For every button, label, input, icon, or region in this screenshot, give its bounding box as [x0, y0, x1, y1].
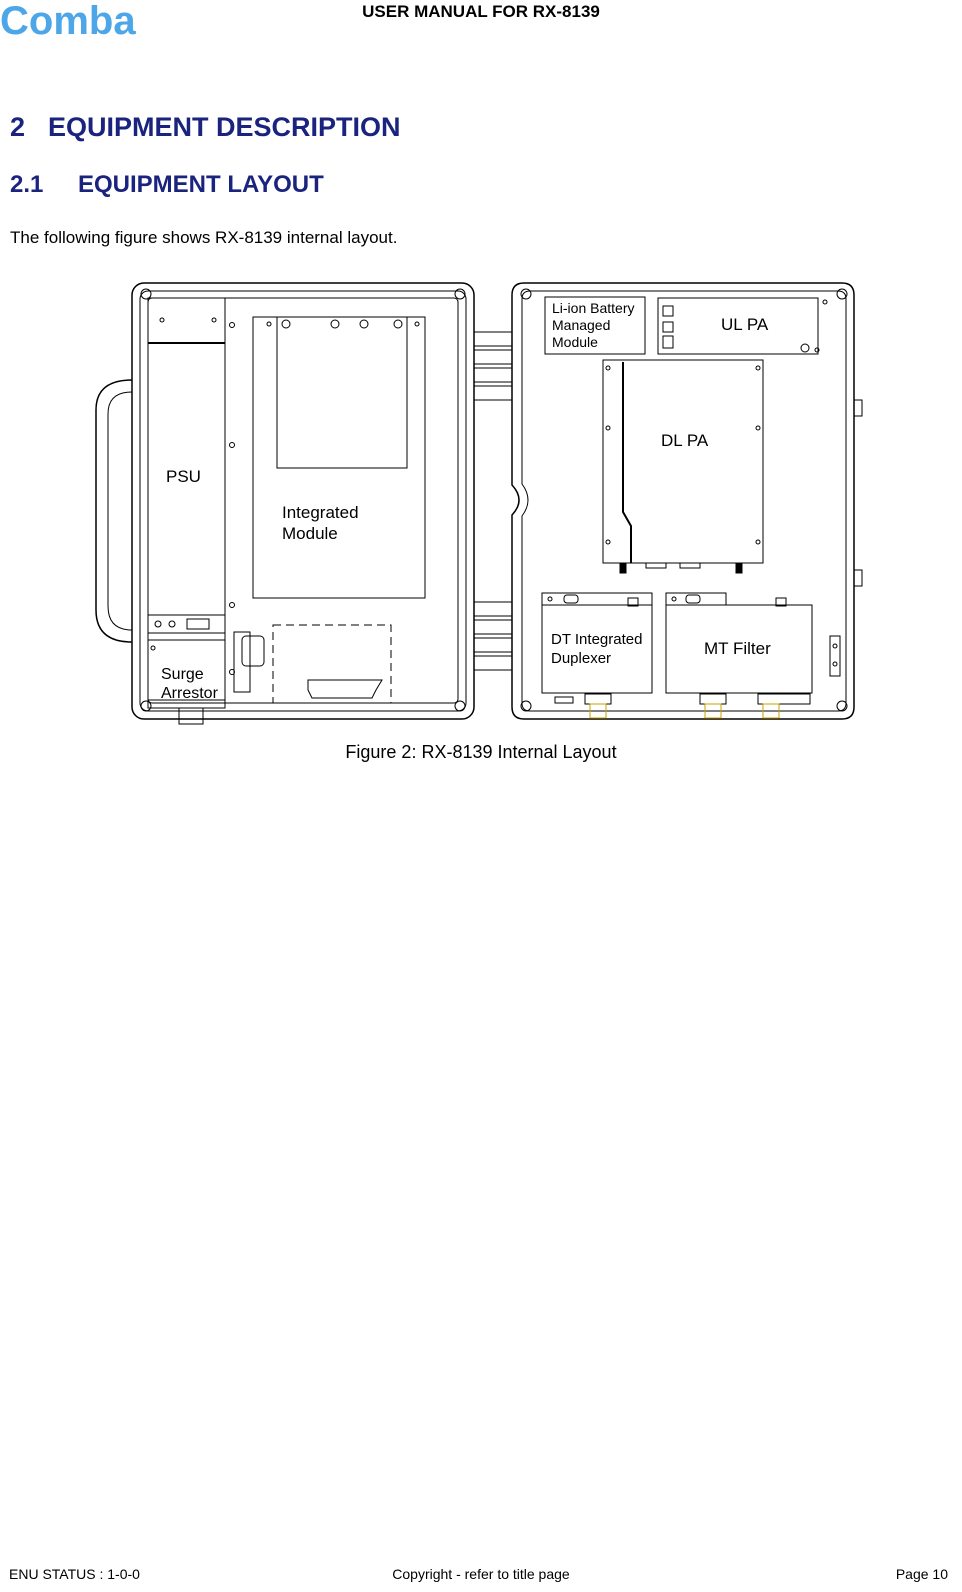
dashed-bay	[273, 625, 391, 703]
subsection-number: 2.1	[10, 171, 44, 198]
subsection-heading	[10, 171, 324, 199]
battery-module-label-3: Module	[552, 334, 598, 350]
dt-duplexer-label-2: Duplexer	[551, 650, 612, 667]
dt-duplexer-module	[542, 605, 652, 693]
ul-pa-label: UL PA	[721, 315, 769, 334]
footer-status: ENU STATUS : 1-0-0	[9, 1566, 140, 1582]
mt-filter-label: MT Filter	[704, 639, 771, 658]
battery-module-label-2: Managed	[552, 317, 611, 333]
intro-paragraph: The following figure shows RX-8139 internal layout.	[10, 228, 398, 247]
section-title: EQUIPMENT DESCRIPTION	[48, 112, 401, 142]
integrated-module-label-2: Module	[282, 524, 338, 543]
left-door	[132, 283, 474, 719]
integrated-module-label-1: Integrated	[282, 503, 359, 522]
surge-arrestor-label-2: Arrestor	[161, 685, 218, 702]
footer-page-number: Page 10	[895, 1566, 948, 1582]
equipment-layout-figure	[90, 280, 870, 735]
svg-text:Comba: Comba	[0, 2, 136, 38]
dl-pa-module	[603, 360, 763, 563]
battery-module-label-1: Li-ion Battery	[552, 300, 635, 316]
footer-copyright: Copyright - refer to title page	[392, 1566, 570, 1582]
surge-arrestor-label-1: Surge	[161, 666, 204, 683]
integrated-module	[253, 317, 425, 598]
dl-pa-label: DL PA	[661, 431, 709, 450]
door-hinges	[474, 332, 512, 670]
document-title: USER MANUAL FOR RX-8139	[362, 2, 600, 21]
subsection-title: EQUIPMENT LAYOUT	[78, 171, 324, 198]
psu-label: PSU	[166, 467, 201, 486]
figure-caption: Figure 2: RX-8139 Internal Layout	[345, 742, 617, 762]
section-heading	[10, 112, 401, 143]
dt-duplexer-label-1: DT Integrated	[551, 631, 643, 648]
section-number: 2	[10, 112, 26, 142]
carry-handle	[96, 380, 132, 642]
